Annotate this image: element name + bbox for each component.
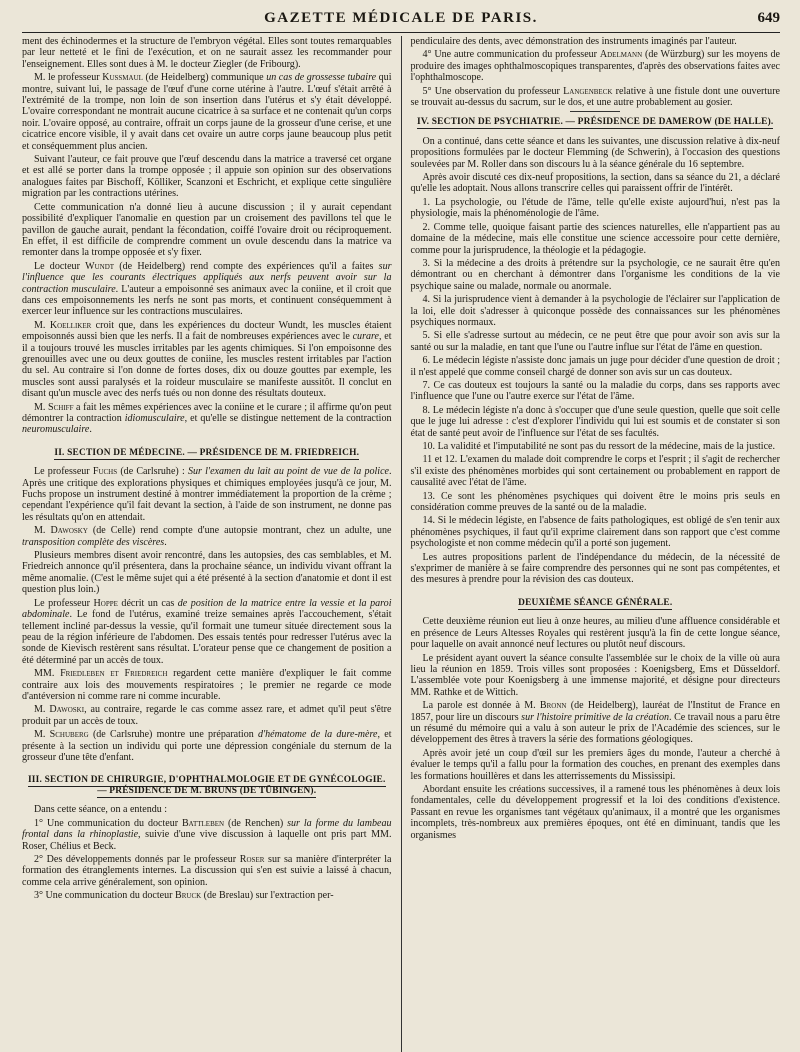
paragraph: 2. Comme telle, quoique faisant partie des sciences naturelles, elle n'appartient pas au domaine de la médecine, mais elle constitue une science accessoire pour cette dernière, comme pour la jurisprudence, la théologie et la pédagogie. [410, 221, 780, 256]
paragraph: 2° Des développements donnés par le professeur Roser sur sa manière d'interpréter la formation des étranglements internes. La discussion qui s'en est suivie a laissé à chacun, comme cela arrive généralement, son opinion. [22, 854, 392, 888]
paragraph: La parole est donnée à M. Bronn (de Heidelberg), lauréat de l'Institut de France en 1857, pour lire un discours sur l'histoire primitive de la création. Ce travail nous a paru être un résumé du mémoire qui a valu à son auteur le prix de l'Académie des sciences, sur le développement des êtres à travers la série des formations géologiques. [410, 700, 780, 746]
section-heading-seance-generale: DEUXIÈME SÉANCE GÉNÉRALE. [518, 597, 673, 608]
paragraph: 1. La psychologie, ou l'étude de l'âme, telle qu'elle existe aujourd'hui, n'est pas la physiologie, mais la phénoménologie de l'âme. [410, 196, 780, 220]
paragraph: M. Dawosky (de Celle) rend compte d'une autopsie montrant, chez un adulte, une transposition complète des viscères. [22, 525, 392, 548]
section-heading-medecine: II. SECTION DE MÉDECINE. — PRÉSIDENCE DE M. FRIEDREICH. [54, 447, 360, 458]
paragraph: M. Dawoski, au contraire, regarde le cas comme assez rare, et admet qu'il peut s'être produit par un accès de toux. [22, 704, 392, 727]
paragraph: Le professeur Fuchs (de Carlsruhe) : Sur l'examen du lait au point de vue de la police. Après une critique des explorations physiques et chimiques employées jusqu'à ce jour, M. Fuchs propose un instrument destiné à montrer immédiatement la proportion de la crème ; cependant l'expérience qu'il fait devant la section, à l'aide de son instrument, ne donne pas les résultats qu'on en attendait. [22, 466, 392, 523]
section-separator [570, 111, 620, 112]
paragraph: 5. Si elle s'adresse surtout au médecin, ce ne peut être que pour avoir son avis sur la santé ou sur la maladie, en tant que l'une ou l'autre influe sur l'état de l'âme en question. [410, 330, 780, 353]
paragraph: Le docteur Wundt (de Heidelberg) rend compte des expériences qu'il a faites sur l'influence que les courants électriques appliqués aux nerfs peuvent avoir sur la contraction musculaire. L'auteur a empoisonné ses animaux avec la coniine, et il croit que dans ces empoisonnements les nerfs ne sont pas morts, et continuent conséquemment à exercer leur influence sur les contractions musculaires. [22, 260, 392, 318]
paragraph: Les autres propositions parlent de l'indépendance du médecin, de la nécessité de s'exprimer de manière à se faire comprendre des personnes qui ne sont pas compétentes, et des mesures à prendre pour la révision des cas douteux. [410, 551, 780, 586]
paragraph: Cette communication n'a donné lieu à aucune discussion ; il y aurait cependant possibilité d'expliquer l'anomalie en question par un croisement des pavillons tel que le pavillon de gauche aurait, pendant la fécondation, coiffé l'ovaire droit ou réciproquement. En effet, il est difficile de comprendre comment un ovule descendu dans la matrice va remonter dans la trompe opposée et s'y fixer. [22, 201, 392, 259]
paragraph: M. Koelliker croit que, dans les expériences du docteur Wundt, les muscles étaient empoisonnés aussi bien que les nerfs. Il a fait de nombreuses expériences avec le curare, et il a toujours trouvé les muscles irritables par les agents chimiques. Si l'on empoisonne des grenouilles avec une ou deux gouttes de coniine, les muscles restent irritables par l'action du sel. Au contraire si l'on donne de fortes doses, dix ou douze gouttes par exemple, les muscles sont aussi paralysés et la roideur musculaire se manifeste aussitôt. Il conclut en disant qu'un muscle avec des nerfs tués ou non donne des résultats douteux. [22, 319, 392, 400]
paragraph: 11 et 12. L'examen du malade doit comprendre le corps et l'esprit ; il s'agit de rechercher s'il existe des phénomènes morbides qui sont certainement ou probablement en rapport de causalité avec l'état de l'âme. [410, 454, 780, 489]
paragraph: 3. Si la médecine a des droits à prétendre sur la psychologie, ce ne saurait être qu'en démontrant ou en cherchant à démontrer dans l'organisme les conditions de la vie psychique saine ou malade, normale ou anormale. [410, 257, 780, 292]
section-heading-psychiatrie: IV. SECTION DE PSYCHIATRIE. — PRÉSIDENCE DE DAMEROW (DE HALLE). [417, 117, 774, 128]
paragraph: 3° Une communication du docteur Bruck (de Breslau) sur l'extraction per- [34, 890, 334, 902]
paragraph: 8. Le médecin légiste n'a donc à s'occuper que d'une seule question, quelle que soit celle que le juge lui adresse : c'est d'explorer l'individu qui lui est soumis et de constater si son état de santé peut avoir de l'influence sur l'état de ses facultés. [410, 404, 780, 439]
paragraph: Après avoir discuté ces dix-neuf propositions, la section, dans sa séance du 21, a déclaré qu'elle les adoptait. Nous allons transcrire celles qui paraissent offrir de l'intérêt. [410, 172, 780, 195]
paragraph: 5° Une observation du professeur Langenbeck relative à une fistule dont une ouverture se trouvait au-dessus du sacrum, sur le dos, et une autre probablement au gosier. [410, 85, 780, 109]
left-column [22, 36, 401, 1052]
text-columns [22, 36, 780, 1052]
paragraph: 14. Si le médecin légiste, en l'absence de faits pathologiques, est obligé de s'en tenir aux phénomènes psychiques, il faut qu'il exprime clairement dans son rapport que c'est comme psychologiste et non comme médecin qu'il a porté son jugement. [410, 515, 780, 550]
right-column [402, 36, 781, 1052]
paragraph: On a continué, dans cette séance et dans les suivantes, une discussion relative à dix-neuf propositions formulées par le docteur Flemming (de Schwerin), à l'occasion des questions soulevées par M. Roller dans son discours lu à la séance générale du 16 septembre. [410, 135, 780, 170]
paragraph: 13. Ce sont les phénomènes psychiques qui doivent être le moins pris seuls en considération comme preuves de la santé ou de la maladie. [410, 490, 780, 514]
paragraph: Le professeur Hoppe décrit un cas de position de la matrice entre la vessie et la paroi abdominale. Le fond de l'utérus, examiné treize semaines après l'accouchement, s'était tellement incliné par-dessus la vessie, qu'il formait une tumeur située directement sous la peau de la région inférieure de l'abdomen. Des essais tentés pour redresser l'utérus avec la sonde de Kievisch restèrent sans résultat. L'orateur pense que ce changement de position a été déterminé par un accès de toux. [22, 597, 392, 666]
paragraph: Dans cette séance, on a entendu : [34, 804, 168, 816]
paragraph: Suivant l'auteur, ce fait prouve que l'œuf descendu dans la matrice a traversé cet organe et est allé se porter dans la trompe opposée ; il appuie son opinion sur des observations analogues faites par Bischoff, Kölliker, Scanzoni et Eschricht, et explique cette singulière migration par les contractions utérines. [22, 154, 392, 200]
paragraph: Le président ayant ouvert la séance consulte l'assemblée sur le choix de la ville où aura lieu la réunion en 1859. Trois villes sont proposées : Koenigsberg, Ems et Düsseldorf. L'assemblée vote pour Koenigsberg à une immense majorité, et désigne pour directeurs MM. Rathke et de Wittich. [410, 652, 780, 698]
paragraph: 4° Une autre communication du professeur Adelmann (de Würzburg) sur les moyens de produire des images ophthalmoscopiques transparentes, d'après des observations faites avec l'ophthalmoscope. [410, 49, 780, 84]
paragraph: 10. La validité et l'imputabilité ne sont pas du ressort de la médecine, mais de la justice. [422, 441, 776, 452]
section-heading-chirurgie: III. SECTION DE CHIRURGIE, D'OPHTHALMOLOGIE ET DE GYNÉCOLOGIE. — PRÉSIDENCE DE M. BRUNS (DE TÜBINGEN). [27, 775, 386, 797]
paragraph: Cette deuxième réunion eut lieu à onze heures, au milieu d'une affluence considérable et en présence de Leurs Altesses Royales qui restèrent jusqu'à la fin de cette longue séance, pour laquelle on avait annoncé neuf lectures ou plutôt neuf discours. [410, 616, 780, 651]
page-header [22, 10, 780, 33]
journal-title: GAZETTE MÉDICALE DE PARIS. [264, 10, 538, 26]
paragraph: MM. Friedleben et Friedreich regardent cette manière d'expliquer le fait comme contraire aux lois des mouvements respiratoires ; le premier ne regarde ce mode d'antéversion ni comme rare ni comme incurable. [22, 668, 392, 702]
paragraph: Abordant ensuite les créations successives, il a ramené tous les phénomènes à deux lois fondamentales, celle du développement progressif et la loi des conditions d'existence. Passant en revue les organismes tant végétaux qu'animaux, il a montré que les organismes incomplets, très-nombreux aux premières époques, ont été en diminuant, tandis que les organismes [410, 783, 780, 841]
paragraph: 7. Ce cas douteux est toujours la santé ou la maladie du corps, dans ses rapports avec l'influence que l'une ou l'autre exerce sur l'état de l'âme. [410, 379, 780, 403]
paragraph: 6. Le médecin légiste n'assiste donc jamais un juge pour décider d'une question de droit ; il n'est appelé que comme conseil chargé de donner son avis sur un cas douteux. [410, 355, 780, 378]
paragraph: M. Schiff a fait les mêmes expériences avec la coniine et le curare ; il affirme qu'on peut démontrer la contraction idiomusculaire, et qu'elle se distingue nettement de la contraction neuromusculaire. [22, 401, 392, 436]
paragraph: pendiculaire des dents, avec démonstration des instruments imaginés par l'auteur. [410, 36, 737, 47]
paragraph: Après avoir jeté un coup d'œil sur les premiers âges du monde, l'auteur a cherché à évaluer le temps qu'il a fallu pour la formation des couches, en prenant des exemples dans les formations houillères et dans les atterrissements du Mississipi. [410, 747, 780, 782]
paragraph: Plusieurs membres disent avoir rencontré, dans les autopsies, des cas semblables, et M. Friedreich annonce qu'il présentera, dans la prochaine séance, un individu vivant offrant la même anomalie. (C'est le même sujet qui a été présenté à la section d'anatomie et dont il est question plus loin.) [22, 550, 392, 596]
paragraph: ment des échinodermes et la structure de l'embryon végétal. Elles sont toutes remarquables par leur netteté et le fini de l'exécution, et on ne saurait assez les recommander pour l'enseignement. Elles sont dues à M. le docteur Ziegler (de Fribourg). [22, 36, 392, 70]
paragraph: M. le professeur Kussmaul (de Heidelberg) communique un cas de grossesse tubaire qui montre, suivant lui, le passage de l'œuf d'une corne utérine à l'autre. L'œuf s'était arrêté à l'extrémité de la trompe, non loin de son insertion dans l'utérus et s'y était développé. L'ovaire correspondant ne montrait aucune cicatrice à sa surface et ne contenait qu'un corps noir. L'ovaire opposé, au contraire, offrait un corps jaune de la grosseur d'une cerise, et une cicatrice encore visible, il y avait dans cet ovaire un autre corps jaune beaucoup plus petit et conséquemment plus ancien. [22, 72, 392, 152]
paragraph: 4. Si la jurisprudence vient à demander à la psychologie de l'éclairer sur l'application de la loi, elle doit s'adresser à quiconque possède des connaissances sur les phénomènes psychiques normaux. [410, 294, 780, 328]
page-number: 649 [757, 10, 780, 26]
paragraph: M. Schuberg (de Carlsruhe) montre une préparation d'hématome de la dure-mère, et présente à la section un individu qui porte une dépression congéniale du sternum de la grosseur d'une tête d'enfant. [22, 729, 392, 763]
paragraph: 1° Une communication du docteur Battleben (de Renchen) sur la forme du lambeau frontal dans la rhinoplastie, suivie d'une vive discussion à laquelle ont pris part MM. Roser, Chélius et Beck. [22, 817, 392, 852]
